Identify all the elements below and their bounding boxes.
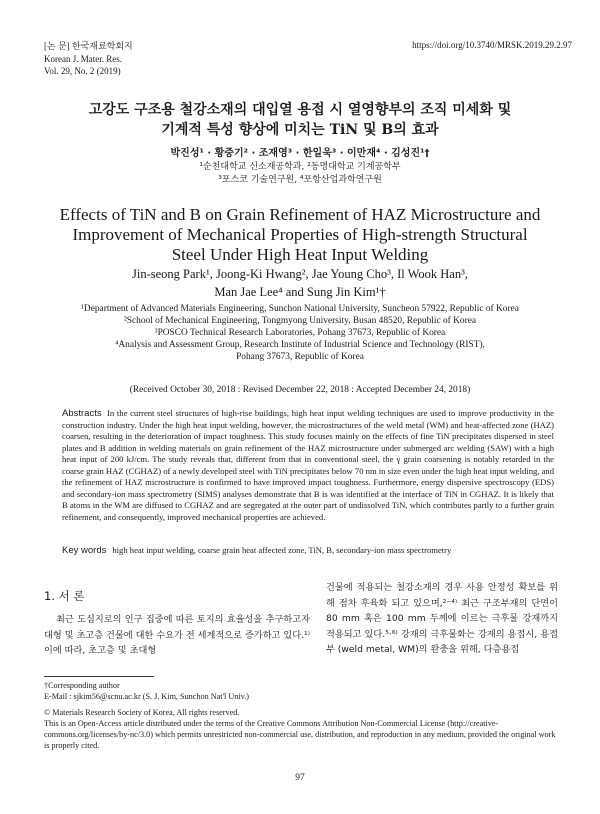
korean-title-line: 기계적 특성 향상에 미치는 TiN 및 B의 효과 <box>161 122 439 138</box>
english-authors <box>40 265 560 301</box>
license-notice <box>44 707 560 751</box>
journal-header <box>44 40 133 78</box>
english-title <box>20 205 580 265</box>
body-paragraph: 최근 도심지로의 인구 집중에 따른 토지의 효율성을 추구하고자 대형 및 초고층 건물에 대한 수요가 전 세계적으로 증가하고 있다.¹⁾ 이에 따라, 초고층 및 초대형 <box>44 614 310 656</box>
affiliation-2: ²School of Mechanical Engineering, Tongmyong University, Busan 48520, Republic of Korea <box>123 316 477 326</box>
affiliation-4: ⁴Analysis and Assessment Group, Research Institute of Industrial Science and Technology (RIST), <box>115 340 485 350</box>
abstract-label: Abstracts <box>62 408 102 419</box>
affiliation-3: ³POSCO Technical Research Laboratories, Pohang 37673, Republic of Korea <box>154 328 446 338</box>
doi-link[interactable]: https://doi.org/10.3740/MRSK.2019.29.2.97 <box>412 40 572 50</box>
english-affiliations <box>40 303 560 363</box>
korean-title-line: 고강도 구조용 철강소재의 대입열 용접 시 열영향부의 조직 미세화 및 <box>88 102 512 118</box>
journal-name-kr <box>44 40 133 53</box>
korean-affiliation-line: ³포스코 기술연구원, ⁴포항산업과학연구원 <box>218 175 382 185</box>
korean-affiliation-line: ¹순천대학교 신소재공학과, ²동명대학교 기계공학부 <box>199 162 401 172</box>
english-title-line: Improvement of Mechanical Properties of High-strength Structural <box>72 225 528 244</box>
journal-title-en: Korean J. Mater. Res. <box>44 53 122 64</box>
korean-title <box>40 100 560 140</box>
journal-title-kr: 한국재료학회지 <box>71 41 133 51</box>
journal-volume: Vol. 29, No. 2 (2019) <box>44 66 121 76</box>
english-authors-line: Jin-seong Park¹, Joong-Ki Hwang², Jae Young Cho³, Il Wook Han³, <box>132 267 468 281</box>
footnote-divider <box>44 676 154 677</box>
corresponding-author: †Corresponding author <box>44 681 120 690</box>
body-right-column <box>326 580 558 658</box>
body-paragraph: 건물에 적용되는 철강소재의 경우 사용 안정성 확보를 위해 점차 후육화 되고 있으며,²⁻⁴⁾ 최근 구조부재의 단면이 80 mm 혹은 100 mm 두께에 이르는 극후물 강재까지 적용되고 있다.⁵·⁶⁾ 강재의 극후물화는 강재의 용접시, 용접부 (weld metal, WM)의 완충을 위해, 다층용접 <box>326 582 558 655</box>
section-heading: 1. 서 론 <box>44 589 85 603</box>
body-left-column <box>44 612 310 659</box>
page-number: 97 <box>295 773 305 783</box>
license-text: This is an Open-Access article distributed under the terms of the Creative Commons Attribution Non-Commercial License (http://creative-commons.org/licenses/by-nc/3.0) which permits unrestricted non-commercial use, distribution, and reproduction in any medium, provided the original work is properly cited. <box>44 719 556 750</box>
keywords <box>62 545 554 556</box>
corresponding-email: E-Mail : sjkim56@scnu.ac.kr (S. J. Kim, Sunchon Nat'l Univ.) <box>44 692 249 701</box>
english-title-line: Steel Under High Heat Input Welding <box>171 245 429 264</box>
abstract-text: In the current steel structures of high-rise buildings, high heat input welding techniques are used to improve productivity in the construction industry. Under the high heat input welding, however, the microstructures of the weld metal (WM) and heat-affected zone (HAZ) coarsen, resulting in the deterioration of impact toughness. This study focuses mainly on the effects of fine TiN precipitates dispersed in steel plates and B addition in welding materials on grain refinement of the HAZ microstructure under submerged arc welding (SAW) with a high heat input of 200 kJ/cm. The study reveals that, different from that in conventional steel, the γ grain coarsening is notably retarded in the coarse grain HAZ (CGHAZ) of a newly developed steel with TiN precipitates below 70 nm in size even under the high heat input welding, and the refinement of HAZ microstructure is confirmed to have improved impact toughness. Furthermore, energy dispersive spectroscopy (EDS) and secondary-ion mass spectrometry (SIMS) analyses demonstrate that B is was identified at the interface of TiN in CGHAZ. It is likely that B atoms in the WM are diffused to CGHAZ and are segregated at the outer part of undissolved TiN, which contributes partly to a further grain refinement, and consequently, improved mechanical properties are achieved. <box>62 408 554 522</box>
footnote <box>44 680 560 702</box>
korean-authors: 박진성¹ · 황중기² · 조재영³ · 한일욱³ · 이만재⁴ · 김성진¹† <box>170 148 430 159</box>
affiliation-1: ¹Department of Advanced Materials Engineering, Sunchon National University, Suncheon 57922, Republic of Korea <box>81 304 519 314</box>
keywords-label: Key words <box>62 545 107 556</box>
korean-affiliations <box>40 161 560 187</box>
received-dates: (Received October 30, 2018 : Revised December 22, 2018 : Accepted December 24, 2018) <box>129 385 471 395</box>
affiliation-4-cont: Pohang 37673, Republic of Korea <box>236 352 364 362</box>
copyright-line: © Materials Research Society of Korea, All rights reserved. <box>44 708 240 717</box>
english-authors-line: Man Jae Lee⁴ and Sung Jin Kim¹† <box>214 285 386 299</box>
keywords-text: high heat input welding, coarse grain heat affected zone, TiN, B, secondary-ion mass spectrometry <box>112 545 452 555</box>
abstract <box>62 408 554 523</box>
article-category: [논 문] <box>44 41 70 51</box>
english-title-line: Effects of TiN and B on Grain Refinement of HAZ Microstructure and <box>59 205 541 224</box>
